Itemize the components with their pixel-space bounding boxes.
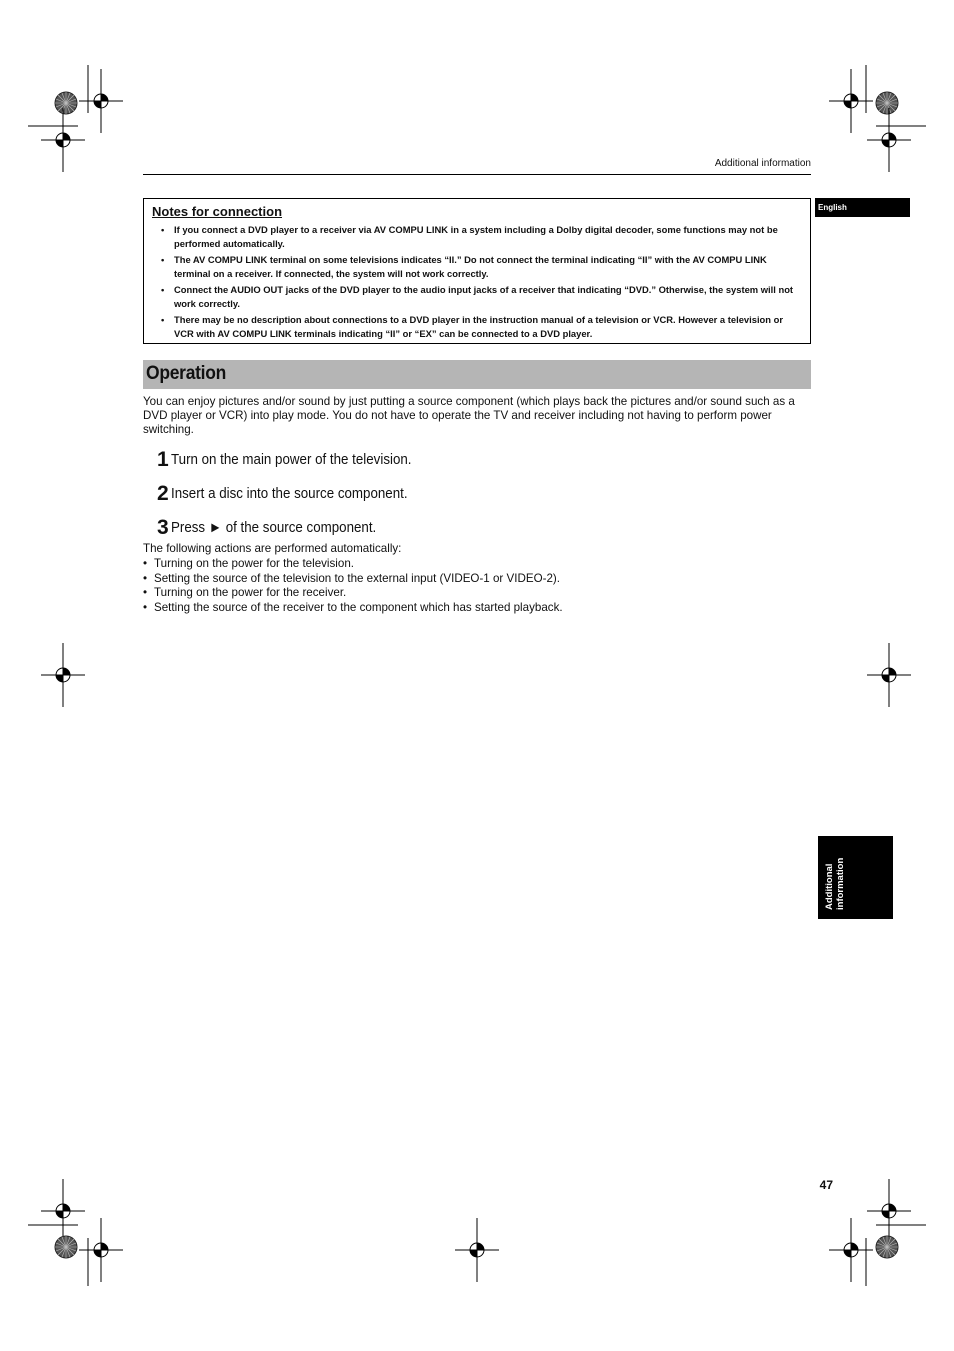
side-tab-line: information — [835, 857, 846, 910]
step-number: 2 — [157, 482, 169, 505]
page-number: 47 — [819, 1178, 833, 1192]
operation-title: Operation — [146, 363, 227, 384]
notes-title: Notes for connection — [152, 204, 283, 219]
step-number: 3 — [157, 516, 169, 539]
action-item: • Setting the source of the television to the external input (VIDEO-1 or VIDEO-2). — [143, 572, 563, 587]
section-label: Additional information — [714, 158, 811, 169]
action-item: • Turning on the power for the receiver. — [143, 586, 563, 601]
step-text: Press ► of the source component. — [170, 520, 376, 536]
note-item: • The AV COMPU LINK terminal on some televisions indicates “II.” Do not connect the terminal indicating “II” with the AV COMPU LINK terminal on a receiver. If connected, the system will not work correctly. — [152, 253, 802, 280]
action-item: • Turning on the power for the television. — [143, 557, 563, 572]
language-tab: English — [815, 198, 910, 217]
side-tab-line: Additional — [824, 863, 835, 910]
note-item: • If you connect a DVD player to a receiver via AV COMPU LINK in a system including a Dolby digital decoder, some functions may not be performed automatically. — [152, 223, 802, 250]
step-number: 1 — [157, 448, 169, 471]
actions-intro: The following actions are performed automatically: — [143, 542, 402, 555]
note-item: • Connect the AUDIO OUT jacks of the DVD player to the audio input jacks of a receiver that indicating “DVD.” Otherwise, the system will not work correctly. — [152, 283, 802, 310]
note-item: • There may be no description about connections to a DVD player in the instruction manual of a television or VCR. However a television or VCR with AV COMPU LINK terminals indicating “II” or “EX” can be connected to a DVD player. — [152, 313, 802, 340]
operation-intro: You can enjoy pictures and/or sound by just putting a source component (which plays back the pictures and/or sound such as a DVD player or VCR) into play mode. You do not have to operate the TV and receiver including not having to perform power switching. — [143, 395, 795, 436]
action-item: • Setting the source of the receiver to the component which has started playback. — [143, 601, 563, 616]
step-text: Turn on the main power of the television. — [170, 452, 412, 468]
step-text: Insert a disc into the source component. — [170, 486, 408, 502]
